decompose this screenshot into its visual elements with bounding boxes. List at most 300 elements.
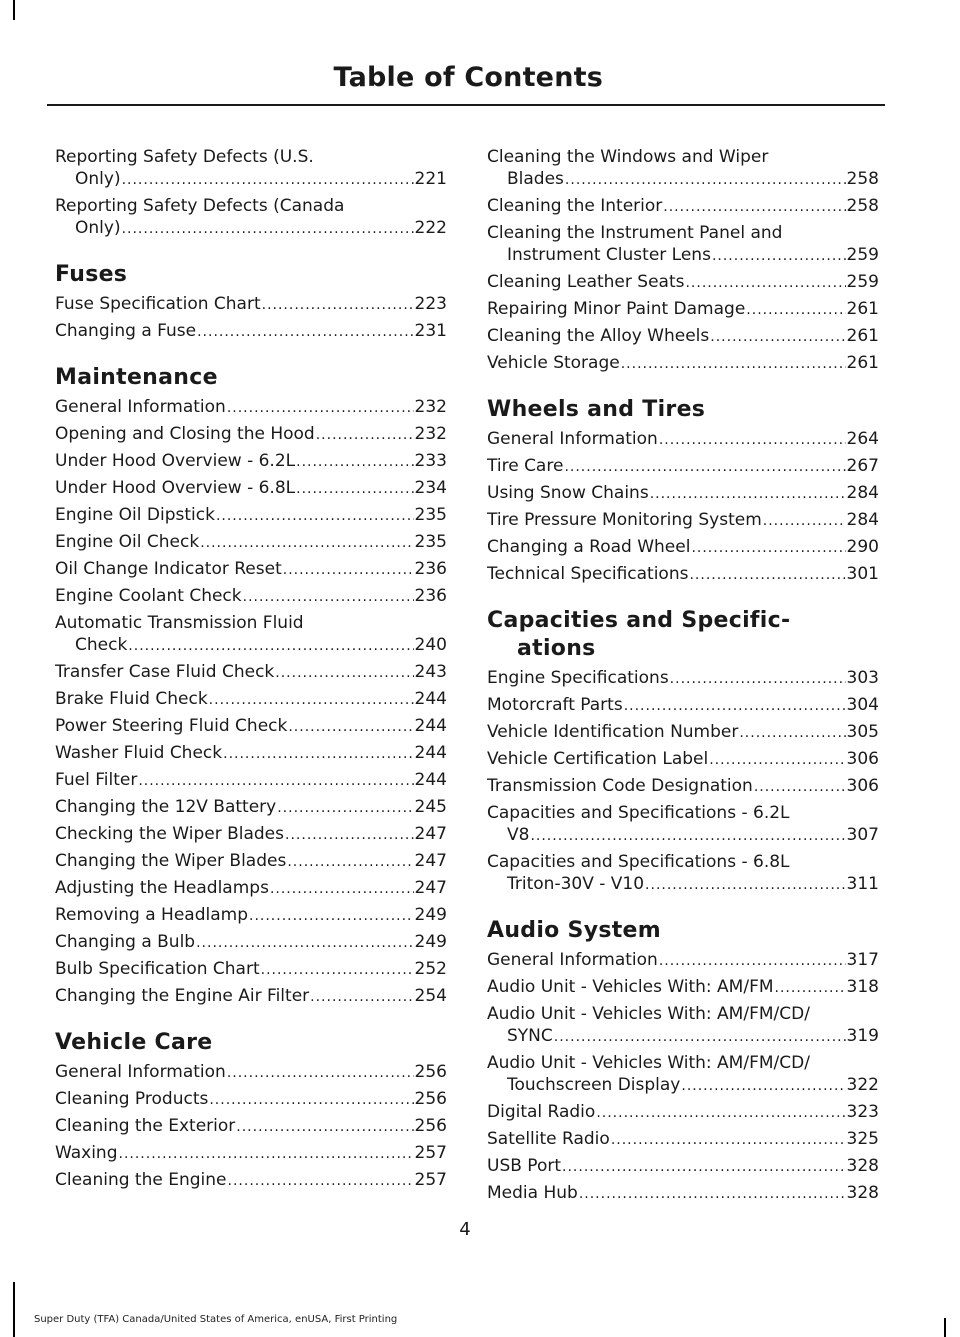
dot-leader (775, 977, 846, 999)
toc-entry[interactable] (55, 423, 447, 446)
toc-entry[interactable] (487, 1101, 879, 1124)
toc-entry[interactable] (55, 796, 447, 819)
toc-entry[interactable] (55, 195, 447, 240)
dot-leader (236, 1116, 413, 1138)
toc-entry[interactable] (55, 904, 447, 927)
toc-entry[interactable] (55, 293, 447, 316)
toc-entry[interactable] (487, 748, 879, 771)
toc-entry-title: Vehicle Identification Number (487, 722, 739, 742)
toc-entry[interactable] (55, 1088, 447, 1111)
toc-entry-page: 247 (414, 824, 447, 844)
toc-entry[interactable] (487, 509, 879, 532)
toc-entry-title: Vehicle Storage (487, 353, 620, 373)
toc-entry[interactable] (487, 1128, 879, 1151)
toc-entry-title: Audio Unit - Vehicles With: AM/FM/CD/ (487, 1053, 810, 1073)
toc-entry[interactable] (55, 769, 447, 792)
crop-mark-bottom-right (944, 1318, 946, 1337)
toc-entry-line (55, 985, 447, 1008)
toc-entry[interactable] (55, 1061, 447, 1084)
toc-entry-page: 243 (414, 662, 447, 682)
toc-entry-line (55, 396, 447, 419)
toc-entry-title: Engine Specifications (487, 668, 669, 688)
toc-entry-page: 236 (414, 559, 447, 579)
crop-mark-bottom-left (13, 1282, 15, 1337)
toc-entry-title: SYNC (507, 1026, 553, 1046)
toc-entry-title: Check (75, 635, 128, 655)
toc-entry-title: Opening and Closing the Hood (55, 424, 315, 444)
toc-entry-line (55, 1115, 447, 1138)
toc-entry-title: Changing the Engine Air Filter (55, 986, 310, 1006)
dot-leader (670, 668, 846, 690)
dot-leader (663, 196, 845, 218)
toc-entry-page: 322 (846, 1075, 879, 1095)
dot-leader (316, 424, 414, 446)
toc-entry-page: 306 (846, 776, 879, 796)
toc-entry-title: Waxing (55, 1143, 118, 1163)
toc-entry-line (487, 352, 879, 375)
dot-leader (554, 1026, 846, 1048)
toc-entry-line (487, 168, 879, 191)
toc-entry[interactable] (487, 775, 879, 798)
toc-entry-line (487, 873, 879, 896)
section-title-text: Capacities and Specific- (487, 608, 791, 633)
toc-entry[interactable] (487, 325, 879, 348)
toc-entry-title: Changing a Bulb (55, 932, 196, 952)
toc-entry-page: 244 (414, 770, 447, 790)
toc-entry-page: 235 (414, 505, 447, 525)
toc-entry-page: 247 (414, 851, 447, 871)
toc-entry-page: 256 (414, 1089, 447, 1109)
toc-entry[interactable] (487, 298, 879, 321)
page-number: 4 (459, 1219, 471, 1240)
toc-entry-page: 328 (846, 1156, 879, 1176)
dot-leader (197, 321, 413, 343)
toc-entry-title: Media Hub (487, 1183, 578, 1203)
dot-leader (712, 245, 846, 267)
dot-leader (579, 1183, 846, 1205)
dot-leader (659, 429, 846, 451)
toc-entry-page: 284 (846, 483, 879, 503)
toc-entry-title: Cleaning Products (55, 1089, 209, 1109)
toc-entry-line (487, 536, 879, 559)
toc-entry-title: Adjusting the Headlamps (55, 878, 269, 898)
toc-entry-page: 252 (414, 959, 447, 979)
toc-entry-line (487, 563, 879, 586)
toc-entry-page: 328 (846, 1183, 879, 1203)
toc-entry[interactable] (55, 146, 447, 191)
toc-entry-title: Reporting Safety Defects (U.S. (55, 147, 314, 167)
toc-entry-line (487, 775, 879, 798)
toc-entry-page: 244 (414, 743, 447, 763)
toc-entry[interactable] (487, 694, 879, 717)
toc-entry-page: 301 (846, 564, 879, 584)
toc-entry[interactable] (487, 563, 879, 586)
toc-entry[interactable] (487, 1182, 879, 1205)
dot-leader (243, 586, 414, 608)
toc-entry-title: Vehicle Certification Label (487, 749, 709, 769)
toc-entry[interactable] (487, 1052, 879, 1097)
toc-entry[interactable] (55, 1142, 447, 1165)
toc-entry-line (487, 748, 879, 771)
toc-entry-line (55, 558, 447, 581)
toc-entry-line (55, 531, 447, 554)
dot-leader (277, 797, 413, 819)
toc-entry-title: Washer Fluid Check (55, 743, 223, 763)
toc-entry-title: Tire Pressure Monitoring System (487, 510, 762, 530)
toc-entry[interactable] (55, 531, 447, 554)
toc-entry-title: Audio Unit - Vehicles With: AM/FM (487, 977, 774, 997)
dot-leader (565, 169, 846, 191)
toc-entry-page: 311 (846, 874, 879, 894)
dot-leader (283, 559, 414, 581)
toc-entry-line (55, 661, 447, 684)
toc-entry-line (487, 949, 879, 972)
toc-entry-title: Cleaning the Engine (55, 1170, 227, 1190)
toc-entry-line (55, 293, 447, 316)
toc-entry[interactable] (487, 976, 879, 999)
toc-entry-line (487, 1182, 879, 1205)
toc-entry-page: 244 (414, 689, 447, 709)
toc-entry[interactable] (55, 1115, 447, 1138)
toc-entry-page: 249 (414, 932, 447, 952)
toc-entry-title: Repairing Minor Paint Damage (487, 299, 746, 319)
toc-entry-title: Instrument Cluster Lens (507, 245, 711, 265)
toc-entry[interactable] (55, 450, 447, 473)
toc-entry-title: Fuel Filter (55, 770, 138, 790)
toc-entry[interactable] (487, 1003, 879, 1048)
toc-entry-line (55, 217, 447, 240)
toc-entry-page: 258 (846, 169, 879, 189)
section-title-continuation: ations (517, 636, 596, 661)
toc-entry-line (55, 850, 447, 873)
toc-entry-title: Audio Unit - Vehicles With: AM/FM/CD/ (487, 1004, 810, 1024)
toc-entry-title: Cleaning the Instrument Panel and (487, 223, 783, 243)
toc-entry-title: Changing a Fuse (55, 321, 197, 341)
toc-entry-title: Engine Coolant Check (55, 586, 242, 606)
toc-entry-title: Fuse Specification Chart (55, 294, 261, 314)
dot-leader (122, 169, 414, 191)
dot-leader (227, 397, 414, 419)
toc-entry-line (487, 721, 879, 744)
toc-entry[interactable] (487, 721, 879, 744)
toc-entry[interactable] (55, 742, 447, 765)
toc-entry[interactable] (55, 396, 447, 419)
toc-entry-page: 240 (414, 635, 447, 655)
toc-entry-title: Under Hood Overview - 6.8L (55, 478, 296, 498)
dot-leader (287, 851, 413, 873)
toc-entry-page: 247 (414, 878, 447, 898)
section-title-text: Fuses (55, 262, 128, 287)
toc-entry[interactable] (55, 850, 447, 873)
toc-entry-page: 236 (414, 586, 447, 606)
toc-entry-title: Digital Radio (487, 1102, 596, 1122)
dot-leader (285, 824, 414, 846)
dot-leader (650, 483, 846, 505)
toc-entry-line (55, 742, 447, 765)
toc-entry-title: General Information (487, 950, 658, 970)
toc-entry-page: 254 (414, 986, 447, 1006)
toc-entry[interactable] (55, 661, 447, 684)
toc-entry[interactable] (55, 477, 447, 500)
toc-entry-page: 325 (846, 1129, 879, 1149)
toc-entry-page: 319 (846, 1026, 879, 1046)
toc-entry[interactable] (487, 536, 879, 559)
toc-entry-title: Power Steering Fluid Check (55, 716, 288, 736)
toc-entry[interactable] (487, 428, 879, 451)
toc-entry-line (487, 1101, 879, 1124)
toc-entry-page: 259 (846, 245, 879, 265)
toc-entry-title: Only) (75, 169, 121, 189)
toc-entry-line (55, 450, 447, 473)
toc-entry-line (487, 1052, 879, 1074)
dot-leader (530, 825, 845, 847)
toc-entry-title: Under Hood Overview - 6.2L (55, 451, 296, 471)
section-title-text: Vehicle Care (55, 1030, 213, 1055)
section-title-text: Audio System (487, 918, 661, 943)
toc-entry-page: 303 (846, 668, 879, 688)
toc-entry-title: Capacities and Specifications - 6.8L (487, 852, 790, 872)
toc-entry-title: Blades (507, 169, 564, 189)
section-title (55, 364, 447, 392)
crop-mark-top-left (13, 0, 15, 20)
section-title (487, 607, 879, 663)
toc-entry[interactable] (55, 715, 447, 738)
toc-entry-title: Cleaning the Windows and Wiper (487, 147, 769, 167)
toc-entry-title: Engine Oil Check (55, 532, 200, 552)
toc-entry[interactable] (487, 455, 879, 478)
toc-entry-line (487, 298, 879, 321)
toc-entry[interactable] (487, 146, 879, 191)
dot-leader (739, 722, 845, 744)
toc-entry-line (487, 146, 879, 168)
toc-entry[interactable] (55, 985, 447, 1008)
toc-entry-line (55, 612, 447, 634)
toc-entry-page: 231 (414, 321, 447, 341)
toc-entry-title: Only) (75, 218, 121, 238)
dot-leader (310, 986, 413, 1008)
dot-leader (196, 932, 413, 954)
toc-entry-title: V8 (507, 825, 530, 845)
toc-entry-line (487, 1155, 879, 1178)
toc-entry-line (487, 1074, 879, 1097)
toc-entry-line (55, 423, 447, 446)
toc-entry-line (55, 1142, 447, 1165)
toc-entry-page: 261 (846, 299, 879, 319)
section-title (487, 917, 879, 945)
dot-leader (223, 743, 413, 765)
toc-entry[interactable] (487, 1155, 879, 1178)
toc-entry[interactable] (487, 802, 879, 847)
toc-entry-page: 232 (414, 424, 447, 444)
toc-entry-page: 284 (846, 510, 879, 530)
toc-entry-line (487, 271, 879, 294)
dot-leader (122, 218, 414, 240)
toc-entry-title: General Information (55, 1062, 226, 1082)
toc-entry-line (55, 958, 447, 981)
toc-entry-line (487, 244, 879, 267)
toc-entry-page: 256 (414, 1116, 447, 1136)
dot-leader (249, 905, 414, 927)
toc-entry-title: Checking the Wiper Blades (55, 824, 285, 844)
title-rule (47, 104, 885, 106)
toc-entry-line (487, 694, 879, 717)
toc-entry-line (55, 796, 447, 819)
toc-entry-line (487, 976, 879, 999)
toc-entry-line (55, 715, 447, 738)
toc-entry[interactable] (487, 195, 879, 218)
toc-entry-line (55, 823, 447, 846)
toc-entry[interactable] (487, 222, 879, 267)
toc-entry-title: Motorcraft Parts (487, 695, 623, 715)
toc-entry[interactable] (55, 585, 447, 608)
toc-entry-page: 245 (414, 797, 447, 817)
toc-entry-line (55, 504, 447, 527)
toc-entry-line (55, 477, 447, 500)
dot-leader (275, 662, 413, 684)
section-title (55, 1029, 447, 1057)
toc-entry-line (55, 585, 447, 608)
toc-entry-page: 317 (846, 950, 879, 970)
toc-entry-page: 318 (846, 977, 879, 997)
toc-entry-title: Using Snow Chains (487, 483, 649, 503)
toc-entry-page: 261 (846, 326, 879, 346)
toc-entry-line (55, 904, 447, 927)
toc-entry-title: USB Port (487, 1156, 562, 1176)
toc-entry-line (487, 802, 879, 824)
toc-entry-line (487, 482, 879, 505)
toc-entry-page: 307 (846, 825, 879, 845)
toc-entry-line (55, 1088, 447, 1111)
dot-leader (709, 749, 845, 771)
toc-entry-title: Technical Specifications (487, 564, 689, 584)
toc-entry[interactable] (487, 482, 879, 505)
toc-entry-page: 257 (414, 1170, 447, 1190)
toc-entry-line (487, 455, 879, 478)
toc-entry[interactable] (55, 1169, 447, 1192)
toc-entry-line (55, 146, 447, 168)
toc-entry-line (55, 168, 447, 191)
toc-entry-title: Automatic Transmission Fluid (55, 613, 304, 633)
dot-leader (596, 1102, 845, 1124)
toc-entry-page: 222 (414, 218, 447, 238)
toc-entry-page: 249 (414, 905, 447, 925)
toc-entry-line (55, 688, 447, 711)
toc-entry[interactable] (487, 949, 879, 972)
footer-edition: Super Duty (TFA) Canada/United States of America, enUSA, First Printing (34, 1314, 398, 1325)
toc-entry-line (487, 824, 879, 847)
toc-entry-line (487, 325, 879, 348)
dot-leader (681, 1075, 845, 1097)
toc-entry[interactable] (487, 352, 879, 375)
toc-entry-title: Reporting Safety Defects (Canada (55, 196, 345, 216)
dot-leader (216, 505, 414, 527)
toc-entry-line (487, 195, 879, 218)
dot-leader (209, 689, 414, 711)
toc-entry-line (55, 320, 447, 343)
dot-leader (119, 1143, 414, 1165)
toc-entry-title: Changing the 12V Battery (55, 797, 277, 817)
toc-entry-title: Brake Fluid Check (55, 689, 208, 709)
toc-entry-line (55, 877, 447, 900)
dot-leader (562, 1156, 846, 1178)
dot-leader (261, 959, 414, 981)
toc-entry[interactable] (55, 877, 447, 900)
toc-entry-title: Engine Oil Dipstick (55, 505, 215, 525)
toc-entry-page: 256 (414, 1062, 447, 1082)
dot-leader (200, 532, 413, 554)
toc-entry-page: 267 (846, 456, 879, 476)
toc-entry[interactable] (55, 688, 447, 711)
toc-entry-page: 306 (846, 749, 879, 769)
section-title-text: Wheels and Tires (487, 397, 706, 422)
toc-entry[interactable] (55, 958, 447, 981)
dot-leader (270, 878, 414, 900)
toc-entry-title: Touchscreen Display (507, 1075, 681, 1095)
toc-entry[interactable] (55, 823, 447, 846)
toc-entry[interactable] (55, 320, 447, 343)
dot-leader (209, 1089, 413, 1111)
toc-entry-title: Capacities and Specifications - 6.2L (487, 803, 790, 823)
toc-entry-page: 323 (846, 1102, 879, 1122)
toc-entry-title: Transmission Code Designation (487, 776, 753, 796)
toc-entry-title: Cleaning Leather Seats (487, 272, 685, 292)
toc-entry[interactable] (55, 612, 447, 657)
toc-entry[interactable] (487, 851, 879, 896)
toc-entry-title: Cleaning the Interior (487, 196, 663, 216)
dot-leader (691, 537, 845, 559)
toc-entry-line (55, 634, 447, 657)
toc-entry-line (487, 851, 879, 873)
toc-entry-page: 244 (414, 716, 447, 736)
toc-entry-title: Bulb Specification Chart (55, 959, 260, 979)
toc-entry-page: 235 (414, 532, 447, 552)
dot-leader (710, 326, 845, 348)
dot-leader (763, 510, 846, 532)
toc-entry-line (487, 428, 879, 451)
dot-leader (624, 695, 846, 717)
page-title: Table of Contents (333, 62, 603, 93)
toc-entry-title: Cleaning the Alloy Wheels (487, 326, 710, 346)
toc-entry-page: 223 (414, 294, 447, 314)
toc-entry[interactable] (55, 504, 447, 527)
toc-entry-title: Changing the Wiper Blades (55, 851, 287, 871)
toc-entry[interactable] (487, 271, 879, 294)
toc-entry-page: 233 (414, 451, 447, 471)
toc-entry-page: 232 (414, 397, 447, 417)
toc-entry-page: 290 (846, 537, 879, 557)
toc-entry-page: 259 (846, 272, 879, 292)
dot-leader (296, 478, 413, 500)
dot-leader (611, 1129, 846, 1151)
toc-entry-line (55, 931, 447, 954)
toc-entry-title: Removing a Headlamp (55, 905, 248, 925)
toc-entry[interactable] (55, 931, 447, 954)
toc-entry-line (487, 1003, 879, 1025)
dot-leader (296, 451, 413, 473)
toc-entry-title: Changing a Road Wheel (487, 537, 691, 557)
toc-entry-page: 258 (846, 196, 879, 216)
toc-entry-line (487, 1025, 879, 1048)
toc-column-left (55, 146, 447, 1196)
dot-leader (138, 770, 413, 792)
toc-entry-line (487, 667, 879, 690)
dot-leader (288, 716, 413, 738)
toc-entry[interactable] (487, 667, 879, 690)
toc-entry-title: Triton-30V - V10 (507, 874, 645, 894)
toc-entry-page: 221 (414, 169, 447, 189)
section-title-text: Maintenance (55, 365, 218, 390)
toc-entry[interactable] (55, 558, 447, 581)
